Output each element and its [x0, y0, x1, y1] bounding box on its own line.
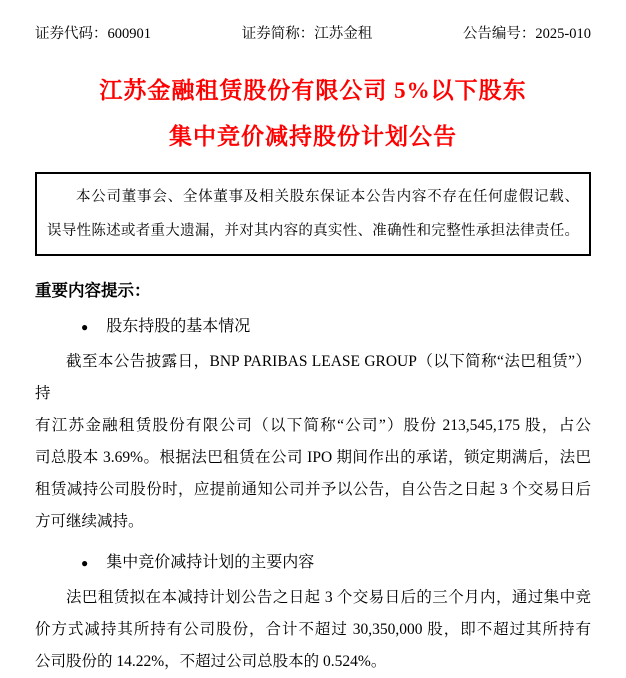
bullet-item-reduction-plan	[35, 548, 591, 578]
bullet-item-shareholding	[35, 312, 591, 342]
reduction-plan-paragraph	[35, 582, 591, 678]
declaration-box	[35, 172, 591, 256]
important-notice-heading: 重要内容提示：	[35, 282, 151, 300]
securities-header-row	[35, 24, 591, 44]
shareholding-para-line2: 有江苏金融租赁股份有限公司（以下简称“公司”）股份 213,545,175 股，占公	[35, 417, 591, 434]
document-title	[35, 68, 591, 160]
shareholding-para-line4: 租赁减持公司股份时，应提前通知公司并予以公告，自公告之日起 3 个交易日后	[35, 481, 591, 498]
reduction-para-line2: 价方式减持其所持有公司股份，合计不超过 30,350,000 股，即不超过其所持有	[35, 621, 591, 638]
stock-code	[35, 24, 151, 44]
bullet-label-reduction-plan: 集中竞价减持计划的主要内容	[106, 554, 315, 571]
shareholding-para-line1: 截至本公告披露日，BNP PARIBAS LEASE GROUP（以下简称“法巴租赁”）持	[35, 353, 591, 402]
stock-code-value: 600901	[107, 26, 151, 42]
announcement-number-label: 公告编号：	[462, 26, 536, 42]
shareholding-para-line3: 司总股本 3.69%。根据法巴租赁在公司 IPO 期间作出的承诺，锁定期满后，法巴	[35, 449, 591, 466]
bullet-icon: ●	[81, 556, 89, 570]
bullet-label-shareholding: 股东持股的基本情况	[106, 318, 251, 335]
declaration-line1: 本公司董事会、全体董事及相关股东保证本公告内容不存在任何虚假记载、	[76, 189, 579, 205]
stock-short-name-value: 江苏金租	[314, 26, 373, 42]
reduction-para-line3: 公司股份的 14.22%，不超过公司总股本的 0.524%。	[35, 653, 387, 670]
stock-short-name-label: 证券简称：	[241, 26, 315, 42]
reduction-para-line1: 法巴租赁拟在本减持计划公告之日起 3 个交易日后的三个月内，通过集中竞	[66, 589, 591, 606]
announcement-number-value: 2025-010	[535, 26, 591, 42]
document-title-line2: 集中竞价减持股份计划公告	[169, 124, 457, 149]
stock-short-name	[242, 24, 373, 44]
bullet-icon: ●	[81, 320, 89, 334]
stock-code-label: 证券代码：	[35, 26, 108, 42]
announcement-number	[463, 24, 591, 44]
declaration-line2: 误导性陈述或者重大遗漏，并对其内容的真实性、准确性和完整性承担法律责任。	[47, 223, 579, 239]
shareholding-paragraph	[35, 346, 591, 538]
shareholding-para-line5: 方可继续减持。	[35, 513, 144, 530]
document-title-line1: 江苏金融租赁股份有限公司 5%以下股东	[99, 78, 527, 103]
